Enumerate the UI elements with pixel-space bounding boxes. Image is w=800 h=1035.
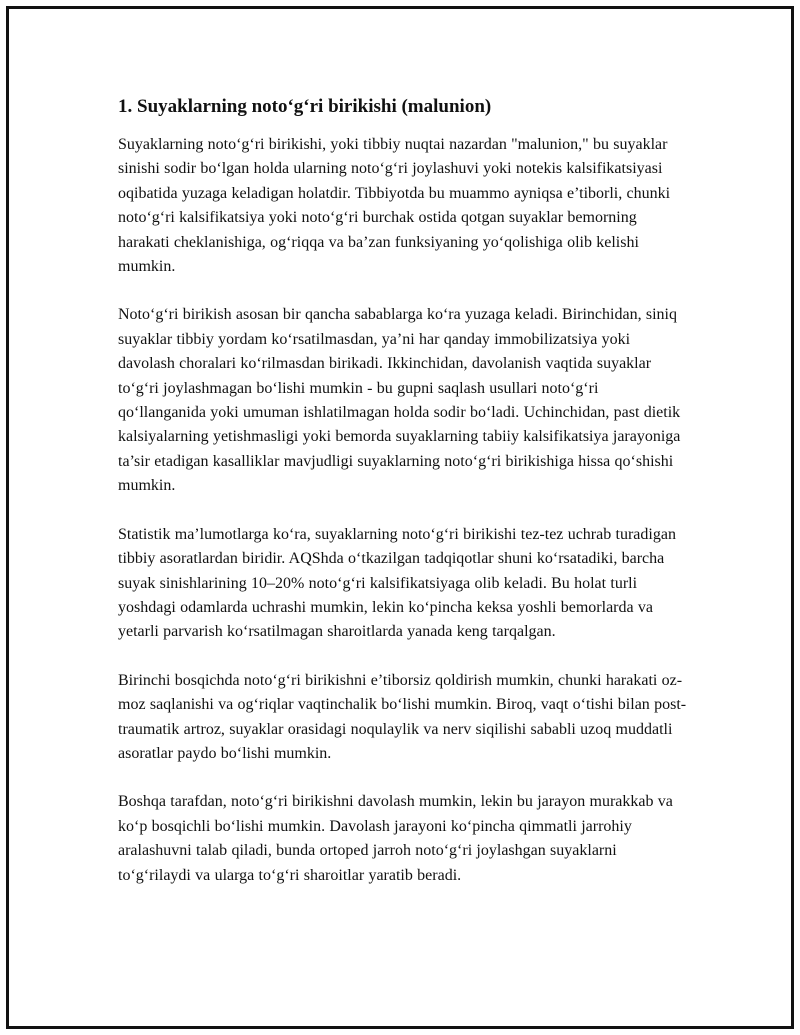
paragraph-3: Statistik ma’lumotlarga ko‘ra, suyaklarning noto‘g‘ri birikishi tez-tez uchrab turadigan tibbiy asoratlardan biridir. AQShda o‘tkazilgan tadqiqotlar shuni ko‘rsatadiki, barcha suyak sinishlarining 10–20% noto‘g‘ri kalsifikatsiyaga olib keladi. Bu holat turli yoshdagi odamlarda uchrashi mumkin, lekin ko‘pincha keksa yoshli bemorlarda va yetarli parvarish ko‘rsatilmagan sharoitlarda yanada keng tarqalgan. <box>118 525 676 641</box>
document-body <box>118 95 690 912</box>
paragraph-5: Boshqa tarafdan, noto‘g‘ri birikishni davolash mumkin, lekin bu jarayon murakkab va ko‘p bosqichli bo‘lishi mumkin. Davolash jarayoni ko‘pincha qimmatli jarrohiy aralashuvni talab qiladi, bunda ortoped jarroh noto‘g‘ri joylashgan suyaklarni to‘g‘rilaydi va ularga to‘g‘ri sharoitlar yaratib beradi. <box>118 793 673 884</box>
section-heading: 1. Suyaklarning noto‘g‘ri birikishi (malunion) <box>118 96 492 117</box>
paragraph-2: Noto‘g‘ri birikish asosan bir qancha sabablarga ko‘ra yuzaga keladi. Birinchidan, siniq suyaklar tibbiy yordam ko‘rsatilmasdan, ya’ni har qanday immobilizatsiya yoki davolash choralari ko‘rilmasdan birikadi. Ikkinchidan, davolanish vaqtida suyaklar to‘g‘ri joylashmagan bo‘lishi mumkin - bu gupni saqlash usullari noto‘g‘ri qo‘llanganida yoki umuman ishlatilmagan holda sodir bo‘ladi. Uchinchidan, past dietik kalsiyalarning yetishmasligi yoki bemorda suyaklarning tabiiy kalsifikatsiya jarayoniga ta’sir etadigan kasalliklar mavjudligi suyaklarning noto‘g‘ri birikishiga hissa qo‘shishi mumkin. <box>118 306 681 495</box>
paragraph-4: Birinchi bosqichda noto‘g‘ri birikishni e’tiborsiz qoldirish mumkin, chunki harakati oz-moz saqlanishi va og‘riqlar vaqtinchalik bo‘lishi mumkin. Biroq, vaqt o‘tishi bilan post-traumatik artroz, suyaklar orasidagi noqulaylik va nerv siqilishi sababli uzoq muddatli asoratlar paydo bo‘lishi mumkin. <box>118 671 687 762</box>
paragraph-1: Suyaklarning noto‘g‘ri birikishi, yoki tibbiy nuqtai nazardan "malunion," bu suyaklar sinishi sodir bo‘lgan holda ularning noto‘g‘ri joylashuvi yoki notekis kalsifikatsiyasi oqibatida yuzaga keladigan holatdir. Tibbiyotda bu muammo ayniqsa e’tiborli, chunki noto‘g‘ri kalsifikatsiya yoki noto‘g‘ri burchak ostida qotgan suyaklar bemorning harakati cheklanishiga, og‘riqqa va ba’zan funksiyaning yo‘qolishiga olib kelishi mumkin. <box>118 136 671 276</box>
